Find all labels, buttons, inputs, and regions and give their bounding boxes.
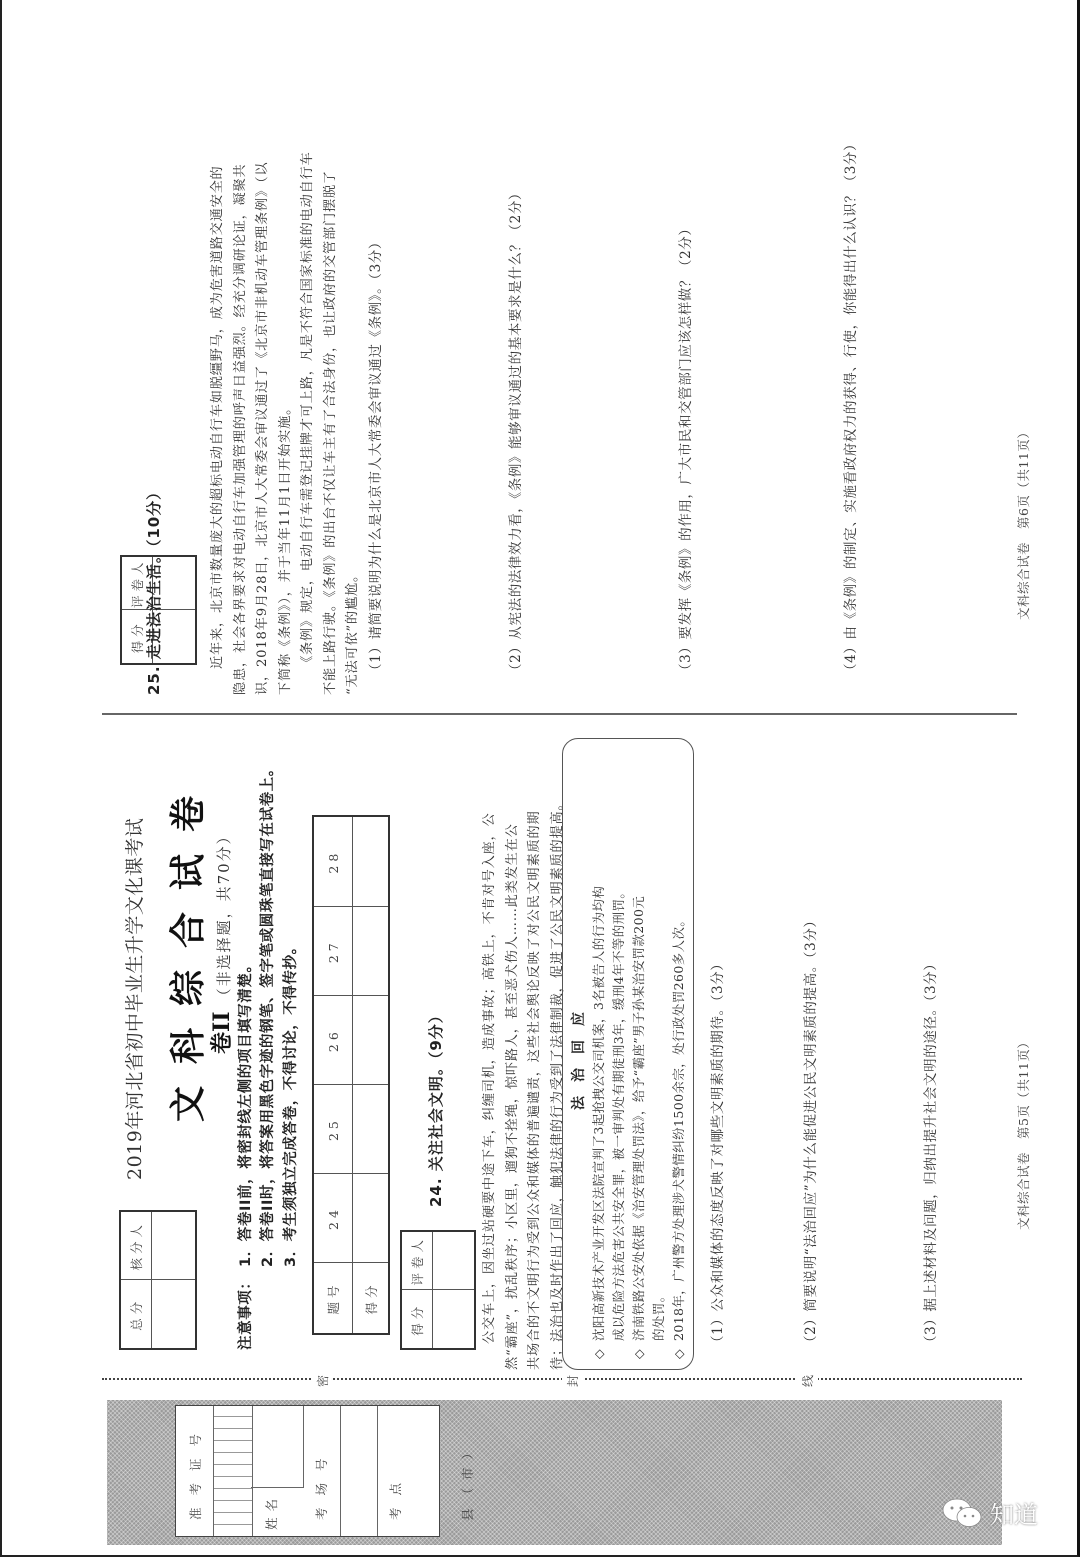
seal-mark-mi: 密 [312,1375,333,1387]
volume-note: （非选择题，共70分） [215,827,233,1004]
label-name: 姓名 [264,1492,279,1530]
score-table-header-score: 得分 [353,1263,390,1335]
score-col-24: 24 [313,1174,353,1263]
q24-sub-3: （3）据上述材料及问题，归纳出提升社会文明的途径。（3分） [923,956,939,1349]
verifier-header: 核分人 [120,1211,152,1280]
q25-grader-header: 评卷人 [121,556,153,610]
candidate-info-form [175,1405,439,1537]
q25-answer-area-3[interactable] [697,60,837,695]
room-number-field[interactable] [303,1406,378,1536]
q25-line: 下简称《条例》），并于当年11月1日开始实施。 [277,400,293,695]
q24-grader-box [400,1230,476,1350]
diamond-bullet-icon: ◇ [631,1348,646,1359]
box-item-1: ◇沈阳高新技术产业开发区法院宣判了3起抢拽公交司机案，3名被告人的行为均构 成以危险方法危害公共安全罪，被一审判处有期徒刑3年，缓刑4年不等的刑罚。 [591,885,626,1359]
box-item-3: ◇2018年，广州警方处理涉犬警情纠纷1500余宗，处行政处罚260多人次。 [669,914,689,1359]
q24-paragraph [479,797,569,1370]
q25-heading: 走进法治生活。（10分） [145,483,163,660]
label-admission-number: 准考证号 [188,1421,203,1520]
page5-footer: 文科综合试卷 第5页（共11页） [1016,1035,1031,1230]
q25-score-header: 得分 [121,610,153,664]
q25-sub-4: （4）由《条例》的制定、实施看政府权力的获得、行使，你能得出什么认识？（3分） [843,136,859,677]
q25-answer-area-4[interactable] [862,60,1002,695]
q25-sub-2: （2）从宪法的法律效力看，《条例》能够审议通过的基本要求是什么？（2分） [508,185,524,677]
q25-title [143,484,164,695]
q25-sub-1: （1）请简要说明为什么是北京市人大常委会审议通过《条例》。（3分） [368,235,384,677]
q24-answer-area-3[interactable] [940,740,1000,1370]
q24-sub-2: （2）简要说明“法治回应”为什么能促进公民文明素质的提高。（3分） [803,913,819,1349]
box-title: 法治回应 [571,998,587,1110]
wechat-watermark [942,1495,1038,1530]
score-table-header-number: 题号 [313,1263,353,1335]
admission-number-boxes[interactable] [213,1406,253,1536]
score-cell-25[interactable] [353,1085,390,1174]
q25-line: 近年来，北京市数量庞大的超标电动自行车如脱缰野马，成为危害道路交通安全的 [210,165,225,669]
total-score-header: 总分 [120,1280,152,1349]
score-col-28: 28 [313,816,353,907]
notice-label: 注意事项： [238,1274,254,1350]
volume-label: 卷II [209,1011,235,1054]
q25-sub-3: （3）要发挥《条例》的作用，广大市民和交管部门应该怎样做？（2分） [678,221,694,677]
page-divider [102,714,1017,716]
exam-sheet [2,0,1080,1557]
score-col-25: 25 [313,1085,353,1174]
paper-title: 文科综合试卷 [168,773,209,1122]
diamond-bullet-icon: ◇ [591,1348,606,1359]
q25-answer-area-2[interactable] [527,60,672,695]
seal-mark-xian: 线 [797,1375,818,1387]
notice-2: 2．答卷II时，将答案用黑色字迹的钢笔、签字笔或圆珠笔直接写在试卷上。 [260,761,276,1267]
q24-sub-1: （1）公众和媒体的态度反映了对哪些文明素质的期待。（3分） [710,956,726,1349]
q24-number: 24. [427,1177,445,1207]
page6-footer: 文科综合试卷 第6页（共11页） [1016,425,1031,620]
q24-line: 共场合的不文明行为受到公众和媒体的普遍谴责，这些社会舆论反映了对公民文明素质的期 [527,810,542,1370]
county-field[interactable] [427,1405,440,1537]
total-score-table [119,1210,197,1350]
score-cell-24[interactable] [353,1174,390,1263]
q25-line: 《条例》规定，电动自行车需登记挂牌才可上路，凡是不符合国家标准的电动自行车 [300,151,315,669]
q24-score-cell[interactable] [433,1290,476,1349]
notice-3: 3．考生须独立完成答卷，不得讨论，不得传抄。 [283,939,299,1267]
q25-line: 识，2018年9月28日，北京市人大常委会审议通过了《北京市非机动车管理条例》（以 [255,161,270,695]
q24-heading: 关注社会文明。（9分） [427,1007,445,1172]
q24-line: 公交车上，因坐过站硬要中途下车，纠缠司机，造成事故；高铁上，不肯对号入座，公 [482,812,497,1344]
score-cell-28[interactable] [353,816,390,907]
q25-line: 隐患，社会各界要求对电动自行车加强管理的呼声日益强烈。经充分调研论证，凝聚共 [232,163,248,695]
q25-answer-area-1[interactable] [387,60,502,695]
score-cell-26[interactable] [353,996,390,1085]
score-col-26: 26 [313,996,353,1085]
question-score-table [312,815,390,1335]
q24-line: 然“霸座”，扰乱秩序；小区里，遛狗不拴绳，惊吓路人，甚至恶犬伤人……此类发生在公 [504,823,520,1370]
q25-line: 不能上路行驶。《条例》的出台不仅让车主有了合法身份，也让政府的交管部门摆脱了 [322,170,338,695]
label-county: 县（市） [460,1438,475,1521]
q24-line: 待；法治也及时作出了回应，触犯法律的行为受到了法律制裁，促进了公民文明素质的提高。 [549,796,565,1370]
exam-title: 2019年河北省初中毕业生升学文化课考试 [124,817,146,1180]
label-exam-site: 考点 [388,1470,403,1520]
q25-line: “无法可依”的尴尬。 [345,568,360,695]
watermark-text: 知道 [990,1501,1038,1529]
verifier-cell[interactable] [152,1211,197,1280]
volume-heading [205,827,236,1054]
score-col-27: 27 [313,907,353,996]
seal-mark-feng: 封 [562,1375,583,1387]
box-item-2: ◇济南铁路公安处依据《治安管理处罚法》，给予“霸座”男子孙某治安罚款200元 的处罚。 [631,895,666,1359]
q25-paragraph [207,151,365,695]
q24-score-header: 得分 [401,1290,433,1349]
wechat-icon [942,1497,984,1529]
q24-answer-area-1[interactable] [727,740,797,1370]
q25-number: 25. [145,665,163,695]
total-score-cell[interactable] [152,1280,197,1349]
notice-1: 1．答卷II前，将密封线左侧的项目填写清楚。 [238,957,254,1267]
score-cell-27[interactable] [353,907,390,996]
diamond-bullet-icon: ◇ [671,1348,686,1359]
name-field[interactable] [251,1406,304,1488]
q24-grader-header: 评卷人 [401,1231,433,1290]
q24-grader-cell[interactable] [433,1231,476,1290]
q24-title [425,1007,446,1207]
q24-answer-area-2[interactable] [820,740,915,1370]
rule-of-law-response-box [562,738,694,1370]
